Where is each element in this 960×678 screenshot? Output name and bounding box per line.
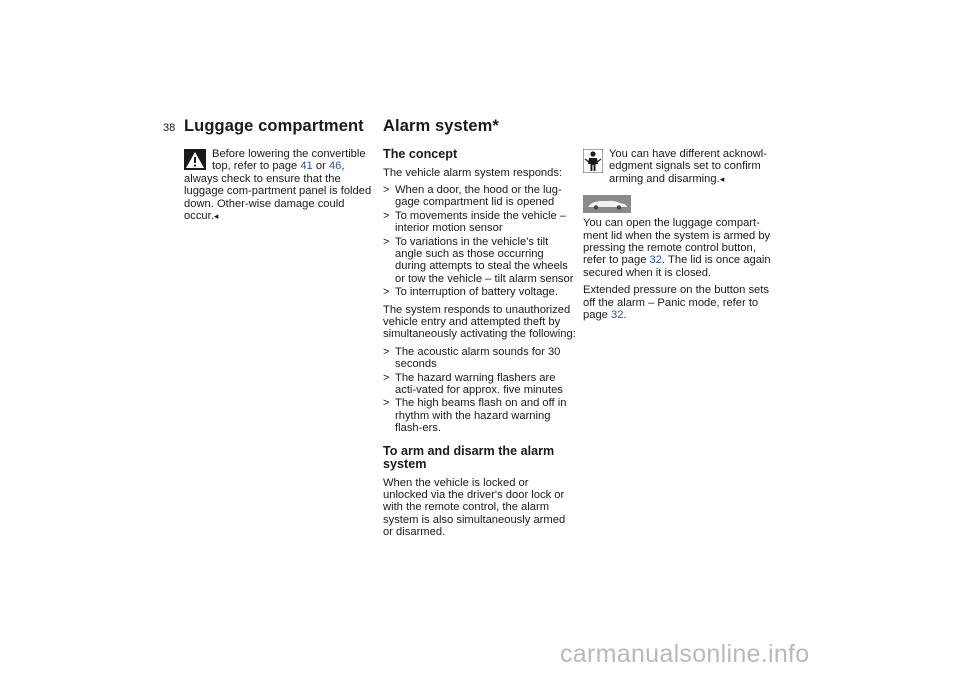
- activations-list: [383, 346, 576, 435]
- arm-text: When the vehicle is locked or unlocked via the driver's door lock or with the remote control, the alarm system is also simultaneously armed or disarmed.: [383, 476, 566, 539]
- page-link-41[interactable]: 41: [300, 160, 313, 173]
- end-mark: ◂: [213, 211, 219, 222]
- luggage-heading: Luggage compartment: [184, 117, 364, 135]
- list-item: > To variations in the vehicle's tilt angle such as those occurring during attempts to steal the wheels or tow the vehicle – tilt alarm sensor: [383, 236, 576, 286]
- right-column: [583, 148, 771, 326]
- concept-intro: The vehicle alarm system responds:: [383, 166, 563, 179]
- list-item: > To interruption of battery voltage.: [383, 286, 576, 298]
- warning-triangle-icon: [184, 149, 206, 170]
- list-item: > To movements inside the vehicle – interior motion sensor: [383, 210, 576, 235]
- alarm-heading: Alarm system*: [383, 117, 499, 135]
- arm-heading: To arm and disarm the alarm system: [383, 443, 555, 472]
- concept-heading: The concept: [383, 147, 458, 161]
- list-item: > The acoustic alarm sounds for 30 seconds: [383, 346, 576, 371]
- left-column: [184, 148, 374, 227]
- list-item: > The hazard warning flashers are acti-vated for approx. five minutes: [383, 372, 576, 397]
- watermark: carmanualsonline.info: [560, 640, 810, 668]
- page-link-32[interactable]: 32: [649, 254, 662, 267]
- theft-text: The system responds to unauthorized vehicle entry and attempted theft by simultaneously activating the following:: [383, 303, 576, 341]
- service-person-icon: [583, 149, 603, 173]
- list-item: > When a door, the hood or the lug-gage compartment lid is opened: [383, 184, 576, 209]
- page-link-46[interactable]: 46: [328, 160, 342, 173]
- page-number: 38: [163, 122, 176, 134]
- warning-note: Before lowering the convertible top, refer to page 41 or 46, always check to ensure that the luggage com-partment panel is folded down. Other-wise damage could occur.◂: [184, 148, 372, 223]
- lid-text: You can open the luggage compart-ment lid when the system is armed by pressing the remote control button, refer to page 32. The lid is once again secured when it is closed.: [583, 217, 771, 279]
- responds-list: [383, 184, 576, 299]
- ack-note: You can have different acknowl-edgment signals set to confirm arming and disarming.◂: [583, 148, 771, 185]
- list-item: > The high beams flash on and off in rhythm with the hazard warning flash-ers.: [383, 397, 576, 434]
- middle-column: [383, 148, 576, 544]
- panic-text: Extended pressure on the button sets off the alarm – Panic mode, refer to page 32.: [583, 284, 769, 322]
- page-link-32[interactable]: 32: [611, 309, 624, 322]
- end-mark: ◂: [719, 173, 725, 184]
- car-icon: [583, 195, 771, 213]
